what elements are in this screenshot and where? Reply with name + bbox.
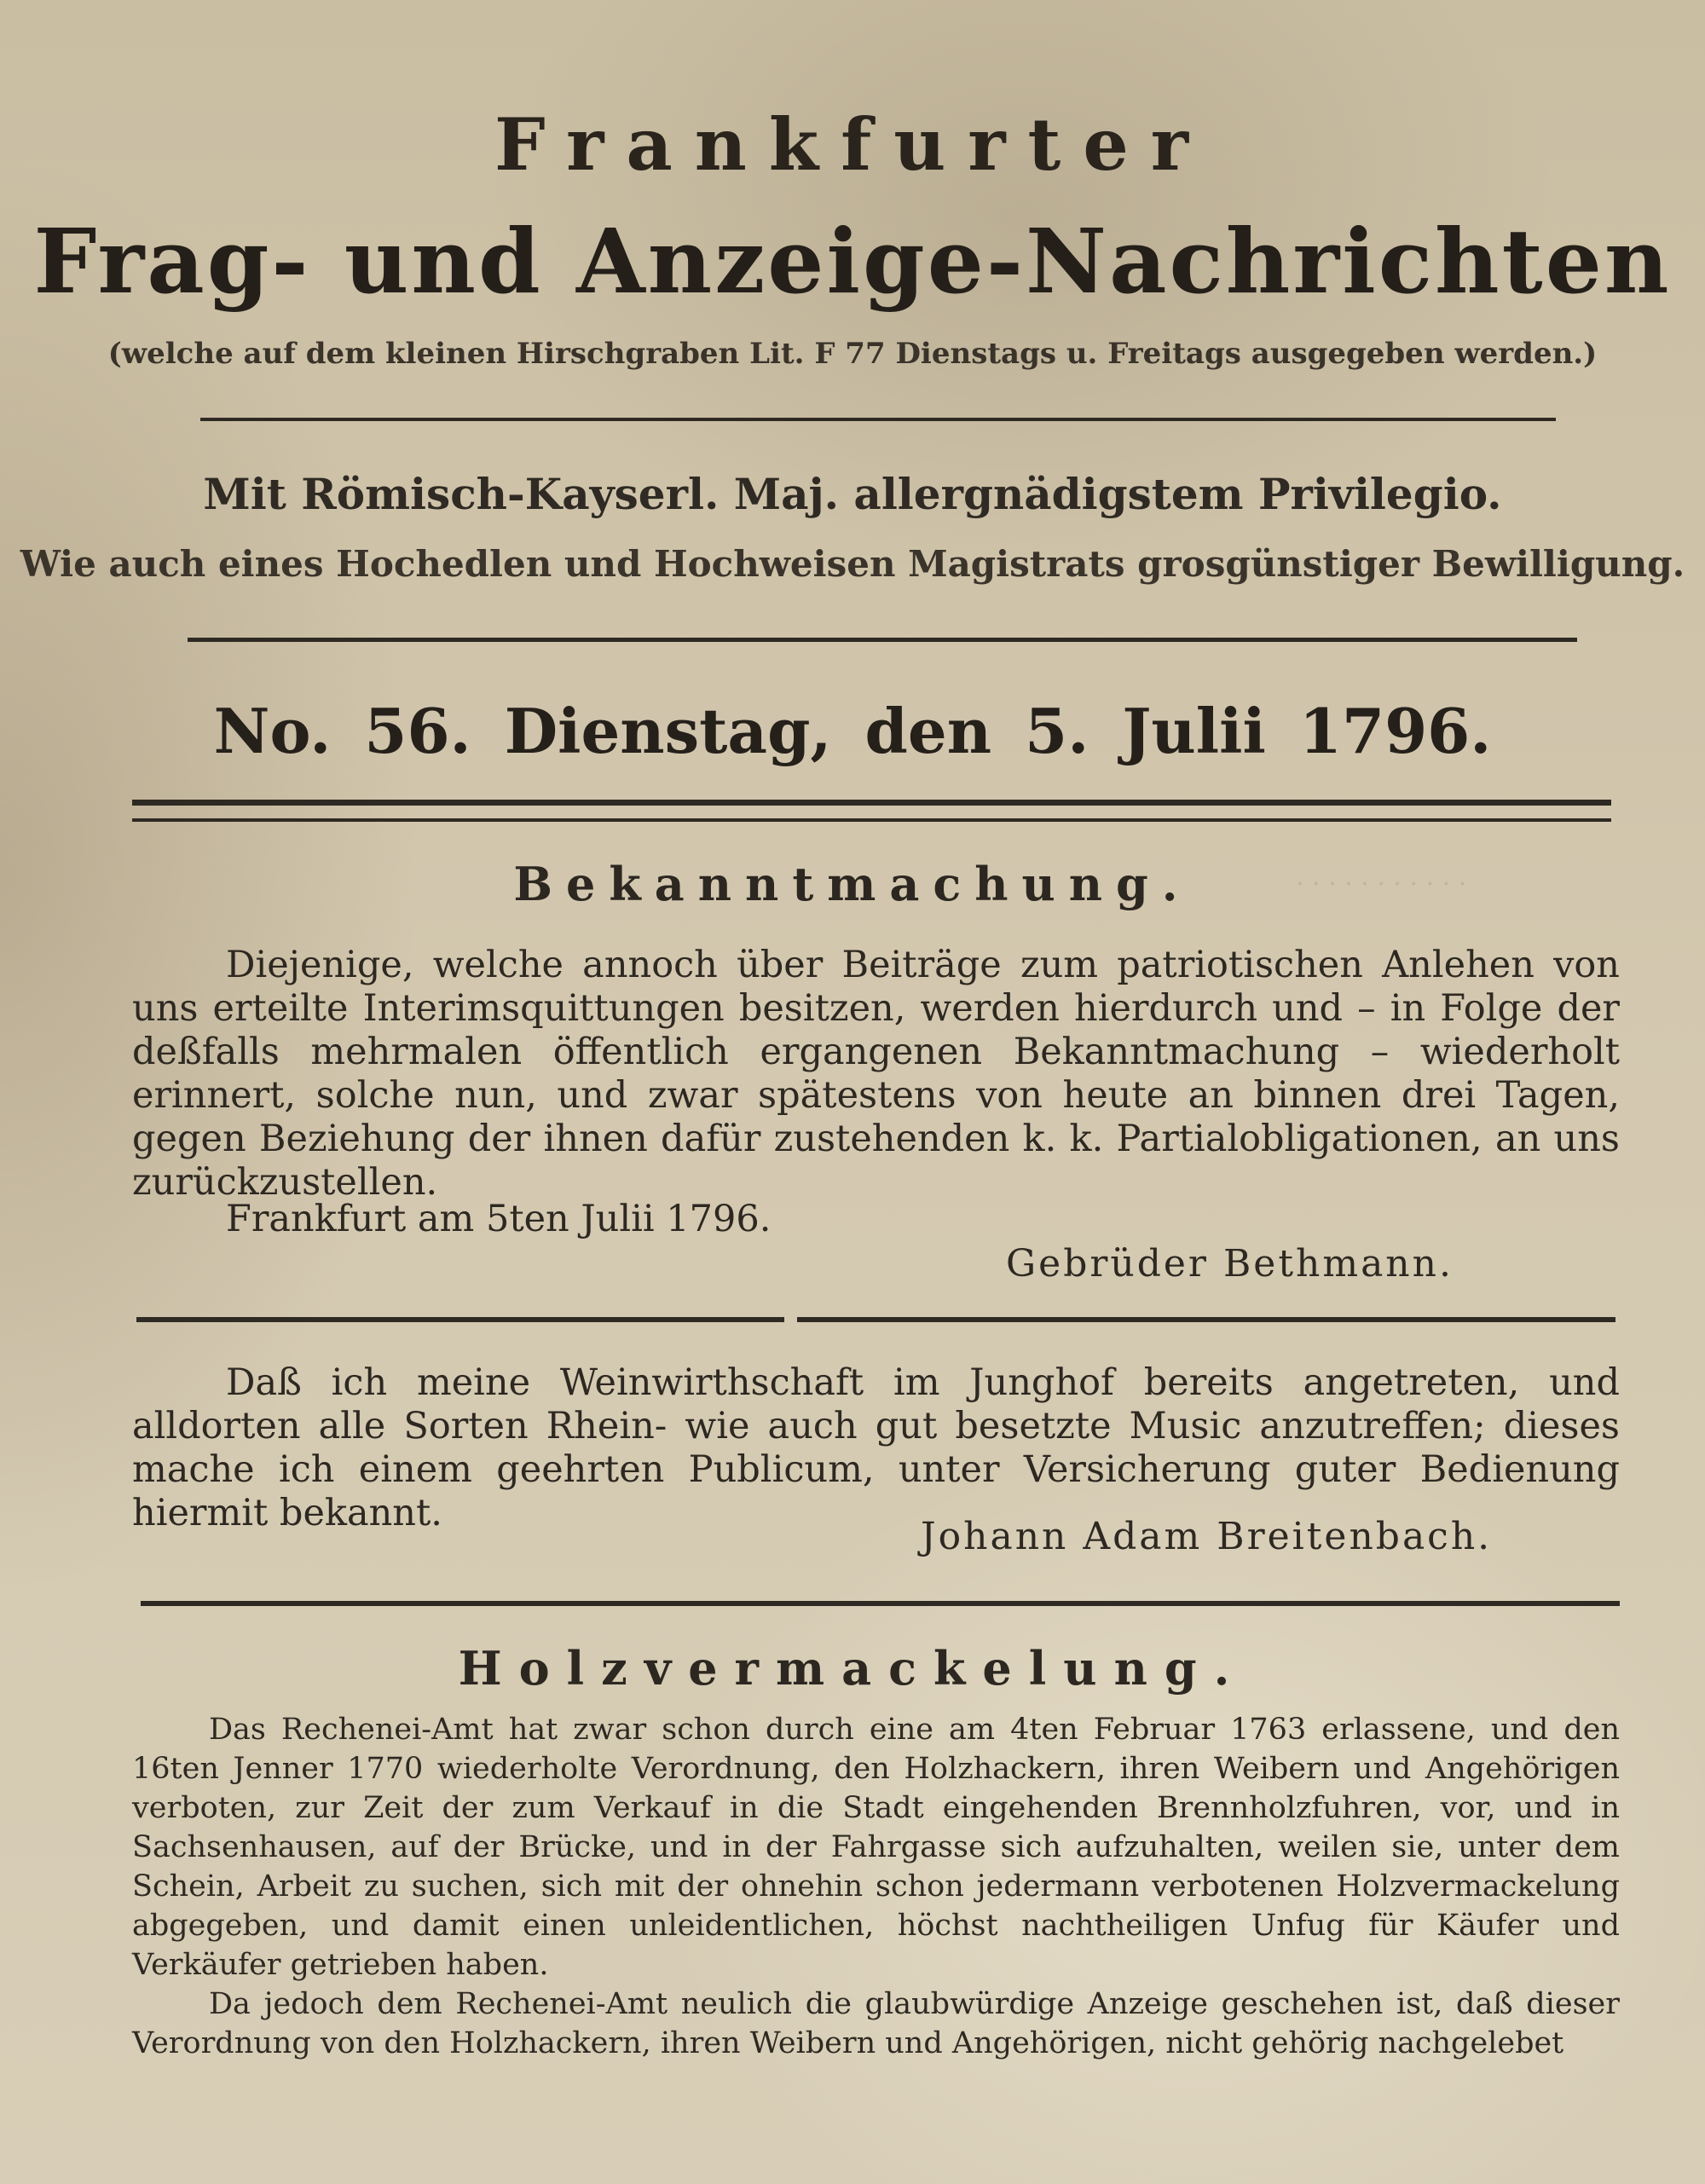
- divider-rule: [141, 1601, 1620, 1606]
- privilege-line2: Wie auch eines Hochedlen und Hochweisen Magistrats grosgünstiger Bewilligung.: [20, 543, 1685, 585]
- notice-heading: Holzvermackelung.: [458, 1641, 1247, 1696]
- notice-heading: Bekanntmachung.: [513, 857, 1192, 911]
- notice-signature: Gebrüder Bethmann.: [1006, 1242, 1454, 1286]
- divider-double-rule: [132, 800, 1611, 806]
- notice-body: Diejenige, welche annoch über Beiträge zum patriotischen Anlehen von uns erteilte Interimsquittungen besitzen, werden hierdurch und – in Folge der deßfalls mehrmalen öffentlich ergangenen Bekanntmachung – wiederholt erinnert, solche nun, und zwar spätestens von heute an binnen drei Tagen, gegen Beziehung der ihnen dafür zustehenden k. k. Partialobligationen, an uns zurückzustellen.: [132, 944, 1620, 1204]
- privilege-line1: Mit Römisch-Kayserl. Maj. allergnädigstem Privilegio.: [203, 469, 1502, 519]
- advert-body: Daß ich meine Weinwirthschaft im Junghof bereits angetreten, und alldorten alle Sorten Rhein- wie auch gut besetzte Music anzutreffen; dieses mache ich einem geehrten Publicum, unter Versicherung guter Bedienung hiermit bekannt.: [132, 1361, 1620, 1534]
- notice-place-date: Frankfurt am 5ten Julii 1796.: [226, 1198, 772, 1240]
- advert-signature: Johann Adam Breitenbach.: [921, 1515, 1493, 1558]
- divider-rule: [188, 638, 1577, 642]
- issue-date-line: No. 56. Dienstag, den 5. Julii 1796.: [213, 695, 1492, 767]
- divider-rule: [136, 1317, 784, 1322]
- masthead-title-line1: Frankfurter: [494, 102, 1211, 187]
- notice-body: Da jedoch dem Rechenei-Amt neulich die glaubwürdige Anzeige geschehen ist, daß dieser Verordnung von den Holzhackern, ihren Weibern und Angehörigen, nicht gehörig nachgelebet: [132, 1987, 1620, 2060]
- divider-rule: [797, 1317, 1615, 1322]
- masthead-title-line2: Frag- und Anzeige-Nachrichten: [33, 209, 1672, 314]
- divider-rule: [200, 418, 1556, 421]
- show-through: · · · · · · · · · · ·: [1296, 870, 1467, 899]
- notice-body: Das Rechenei-Amt hat zwar schon durch eine am 4ten Februar 1763 erlassene, und den 16ten Jenner 1770 wiederholte Verordnung, den Holzhackern, ihren Weibern und Angehörigen verboten, zur Zeit der zum Verkauf in die Stadt eingehenden Brennholzfuhren, vor, und in Sachsenhausen, auf der Brücke, und in der Fahrgasse sich aufzuhalten, weilen sie, unter dem Schein, Arbeit zu suchen, sich mit der ohnehin schon jedermann verbotenen Holzvermackelung abgegeben, und damit einen unleidentlichen, höchst nachtheiligen Unfug für Käufer und Verkäufer getrieben haben.: [132, 1713, 1620, 1982]
- masthead-subtitle: (welche auf dem kleinen Hirschgraben Lit. F 77 Dienstags u. Freitags ausgegeben werden.): [107, 337, 1598, 371]
- divider-double-rule: [132, 818, 1611, 822]
